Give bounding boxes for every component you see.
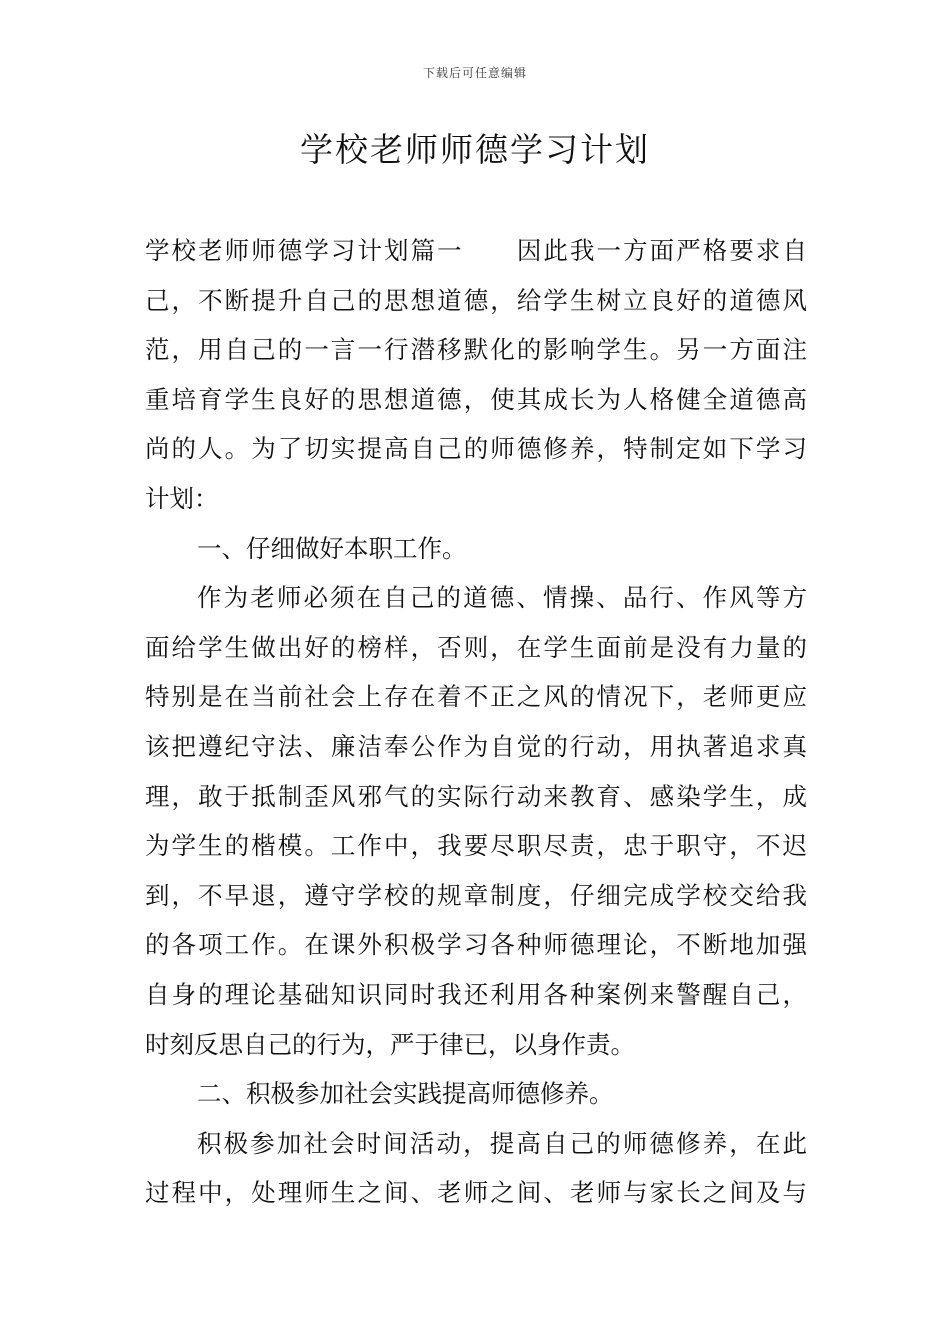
text-line: 特别是在当前社会上存在着不正之风的情况下，老师更应	[145, 682, 807, 712]
text-line: 时刻反思自己的行为，严于律已，以身作责。	[145, 1029, 635, 1059]
text-line: 的各项工作。在课外积极学习各种师德理论，不断地加强	[145, 930, 807, 960]
document-body	[145, 226, 807, 1218]
header-note: 下载后可任意编辑	[422, 66, 527, 80]
text-line: 一、仔细做好本职工作。	[197, 533, 467, 563]
text-line: 重培育学生良好的思想道德，使其成长为人格健全道德高	[145, 384, 807, 414]
text-line: 为学生的楷模。工作中，我要尽职尽责，忠于职守，不迟	[145, 831, 807, 861]
text-line: 过程中，处理师生之间、老师之间、老师与家长之间及与	[145, 1178, 807, 1208]
text-line: 积极参加社会时间活动，提高自己的师德修养，在此	[197, 1128, 807, 1158]
text-line: 二、积极参加社会实践提高师德修养。	[197, 1079, 614, 1109]
document-title: 学校老师师德学习计划	[300, 130, 650, 169]
text-line: 范，用自己的一言一行潜移默化的影响学生。另一方面注	[145, 335, 807, 365]
text-line: 理，敢于抵制歪风邪气的实际行动来教育、感染学生，成	[145, 781, 807, 811]
text-line: 计划：	[145, 483, 219, 513]
text-line: 学校老师师德学习计划篇一 因此我一方面严格要求自	[145, 236, 807, 265]
text-line: 面给学生做出好的榜样，否则，在学生面前是没有力量的	[145, 632, 807, 662]
text-line: 到，不早退，遵守学校的规章制度，仔细完成学校交给我	[145, 880, 807, 910]
text-line: 尚的人。为了切实提高自己的师德修养，特制定如下学习	[145, 434, 807, 464]
text-line: 己，不断提升自己的思想道德，给学生树立良好的道德风	[145, 285, 807, 315]
text-line: 作为老师必须在自己的道德、情操、品行、作风等方	[197, 583, 807, 613]
text-line: 自身的理论基础知识同时我还利用各种案例来警醒自己，	[145, 979, 807, 1009]
text-line: 该把遵纪守法、廉洁奉公作为自觉的行动，用执著追求真	[145, 731, 807, 761]
